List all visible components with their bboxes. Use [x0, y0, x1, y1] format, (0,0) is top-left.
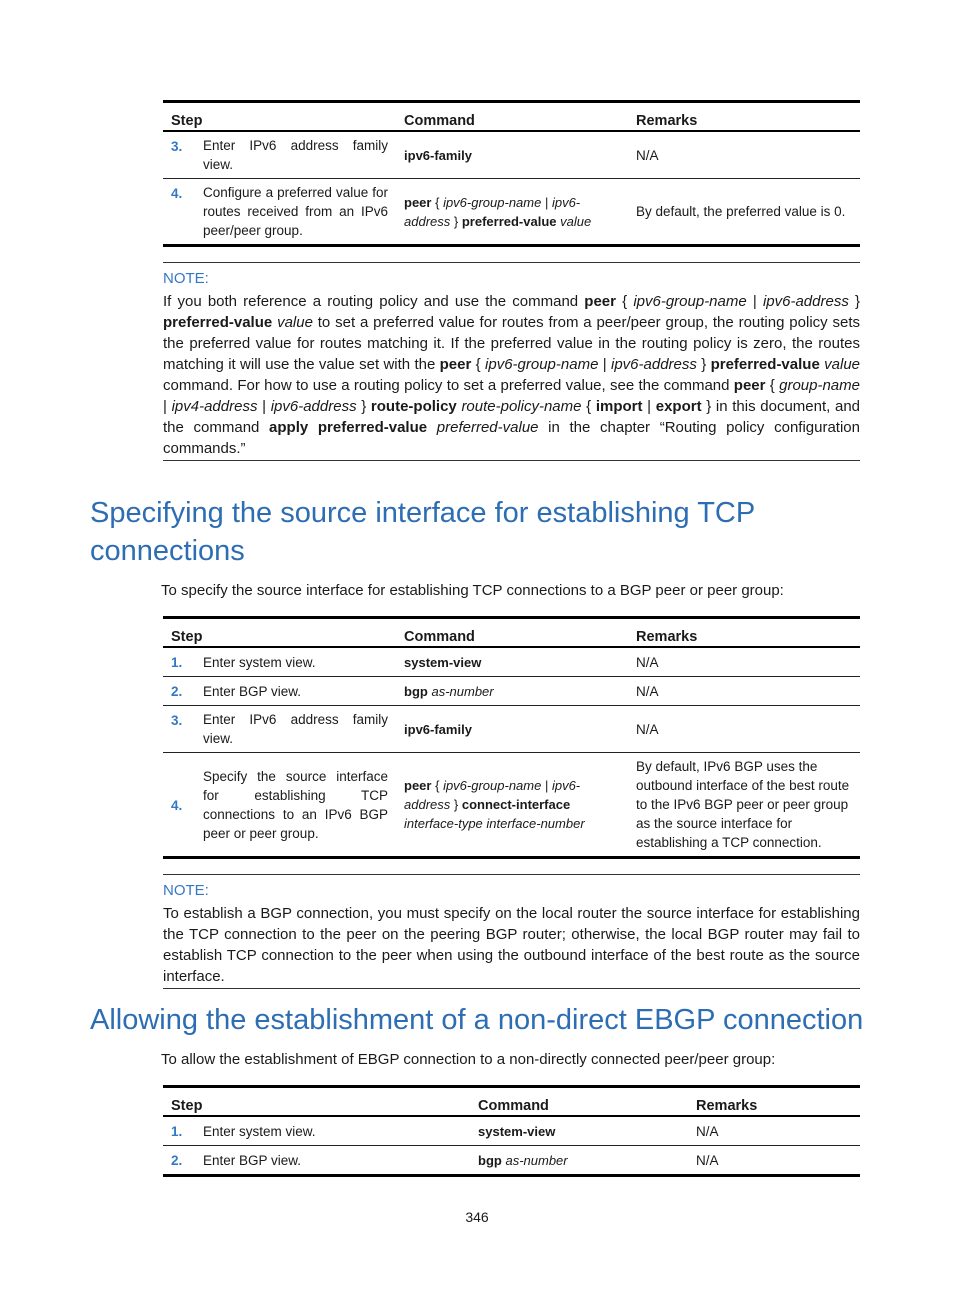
table-header-row [163, 618, 860, 648]
step-command: bgp as-number [470, 1146, 688, 1176]
header-remarks: Remarks [628, 102, 860, 132]
note-box-1 [163, 262, 860, 461]
section-heading: Allowing the establishment of a non-direct EBGP connection [90, 1004, 864, 1036]
header-command: Command [396, 102, 628, 132]
header-step: Step [163, 1087, 470, 1117]
step-command: system-view [396, 647, 628, 677]
step-remarks: N/A [628, 677, 860, 706]
note-label: NOTE: [163, 270, 209, 287]
step-command: peer { ipv6-group-name | ipv6-address } preferred-value value [396, 179, 628, 246]
table-row [163, 706, 860, 753]
table-row [163, 1116, 860, 1146]
header-step: Step [163, 102, 396, 132]
table-row [163, 677, 860, 706]
note-label: NOTE: [163, 882, 209, 899]
step-description: Enter BGP view. [195, 1146, 470, 1176]
table-row [163, 131, 860, 179]
table-1 [163, 100, 860, 247]
step-description: Enter system view. [195, 1116, 470, 1146]
page-number: 346 [465, 1209, 489, 1225]
step-remarks: N/A [628, 131, 860, 179]
header-step: Step [163, 618, 396, 648]
step-number: 4. [163, 179, 195, 246]
header-command: Command [396, 618, 628, 648]
step-command: ipv6-family [396, 706, 628, 753]
step-command: bgp as-number [396, 677, 628, 706]
step-description: Enter system view. [195, 647, 396, 677]
step-description: Enter IPv6 address family view. [195, 706, 396, 753]
header-remarks: Remarks [688, 1087, 860, 1117]
step-description: Enter IPv6 address family view. [195, 131, 396, 179]
table-2 [163, 616, 860, 859]
note-box-2 [163, 874, 860, 989]
step-command: ipv6-family [396, 131, 628, 179]
step-number: 2. [163, 677, 195, 706]
step-number: 3. [163, 131, 195, 179]
step-command: peer { ipv6-group-name | ipv6-address } connect-interface interface-type interface-number [396, 753, 628, 858]
step-remarks: By default, IPv6 BGP uses the outbound interface of the best route to the IPv6 BGP peer or peer group as the source interface for establishing a TCP connection. [628, 753, 860, 858]
table-row [163, 753, 860, 858]
step-remarks: N/A [688, 1146, 860, 1176]
step-description: Configure a preferred value for routes received from an IPv6 peer/peer group. [195, 179, 396, 246]
step-number: 3. [163, 706, 195, 753]
step-remarks: By default, the preferred value is 0. [628, 179, 860, 246]
table-header-row [163, 102, 860, 132]
table-header-row [163, 1087, 860, 1117]
table-row [163, 647, 860, 677]
step-command: system-view [470, 1116, 688, 1146]
step-remarks: N/A [688, 1116, 860, 1146]
section-intro: To allow the establishment of EBGP connection to a non-directly connected peer/peer group: [161, 1051, 776, 1068]
step-number: 2. [163, 1146, 195, 1176]
step-number: 1. [163, 647, 195, 677]
note-text: To establish a BGP connection, you must specify on the local router the source interface for establishing the TCP connection to the peer on the peering BGP router; otherwise, the local BGP router may fail to establish TCP connection to the peer when using the outbound interface of the best route as the source interface. [163, 905, 860, 985]
table-row [163, 179, 860, 246]
section-intro: To specify the source interface for establishing TCP connections to a BGP peer or peer group: [161, 582, 784, 599]
step-description: Specify the source interface for establishing TCP connections to an IPv6 BGP peer or peer group. [195, 753, 396, 858]
table-3 [163, 1085, 860, 1177]
header-remarks: Remarks [628, 618, 860, 648]
step-number: 4. [163, 753, 195, 858]
section-heading: Specifying the source interface for establishing TCP connections [90, 497, 755, 567]
step-number: 1. [163, 1116, 195, 1146]
step-description: Enter BGP view. [195, 677, 396, 706]
header-command: Command [470, 1087, 688, 1117]
step-remarks: N/A [628, 647, 860, 677]
table-row [163, 1146, 860, 1176]
step-remarks: N/A [628, 706, 860, 753]
note-text: If you both reference a routing policy and use the command peer { ipv6-group-name | ipv6-address } preferred-value value to set a preferred value for routes from a peer/peer group, the routing policy sets the preferred value for routes matching it. If the preferred value in the routing policy is zero, the routes matching it will use the value set with the peer { ipv6-group-name | ipv6-address } preferred-value value command. For how to use a routing policy to set a preferred value, see the command peer { group-name | ipv4-address | ipv6-address } route-policy route-policy-name { import | export } in this document, and the command apply preferred-value preferred-value in the chapter “Routing policy configuration commands.” [163, 293, 861, 457]
